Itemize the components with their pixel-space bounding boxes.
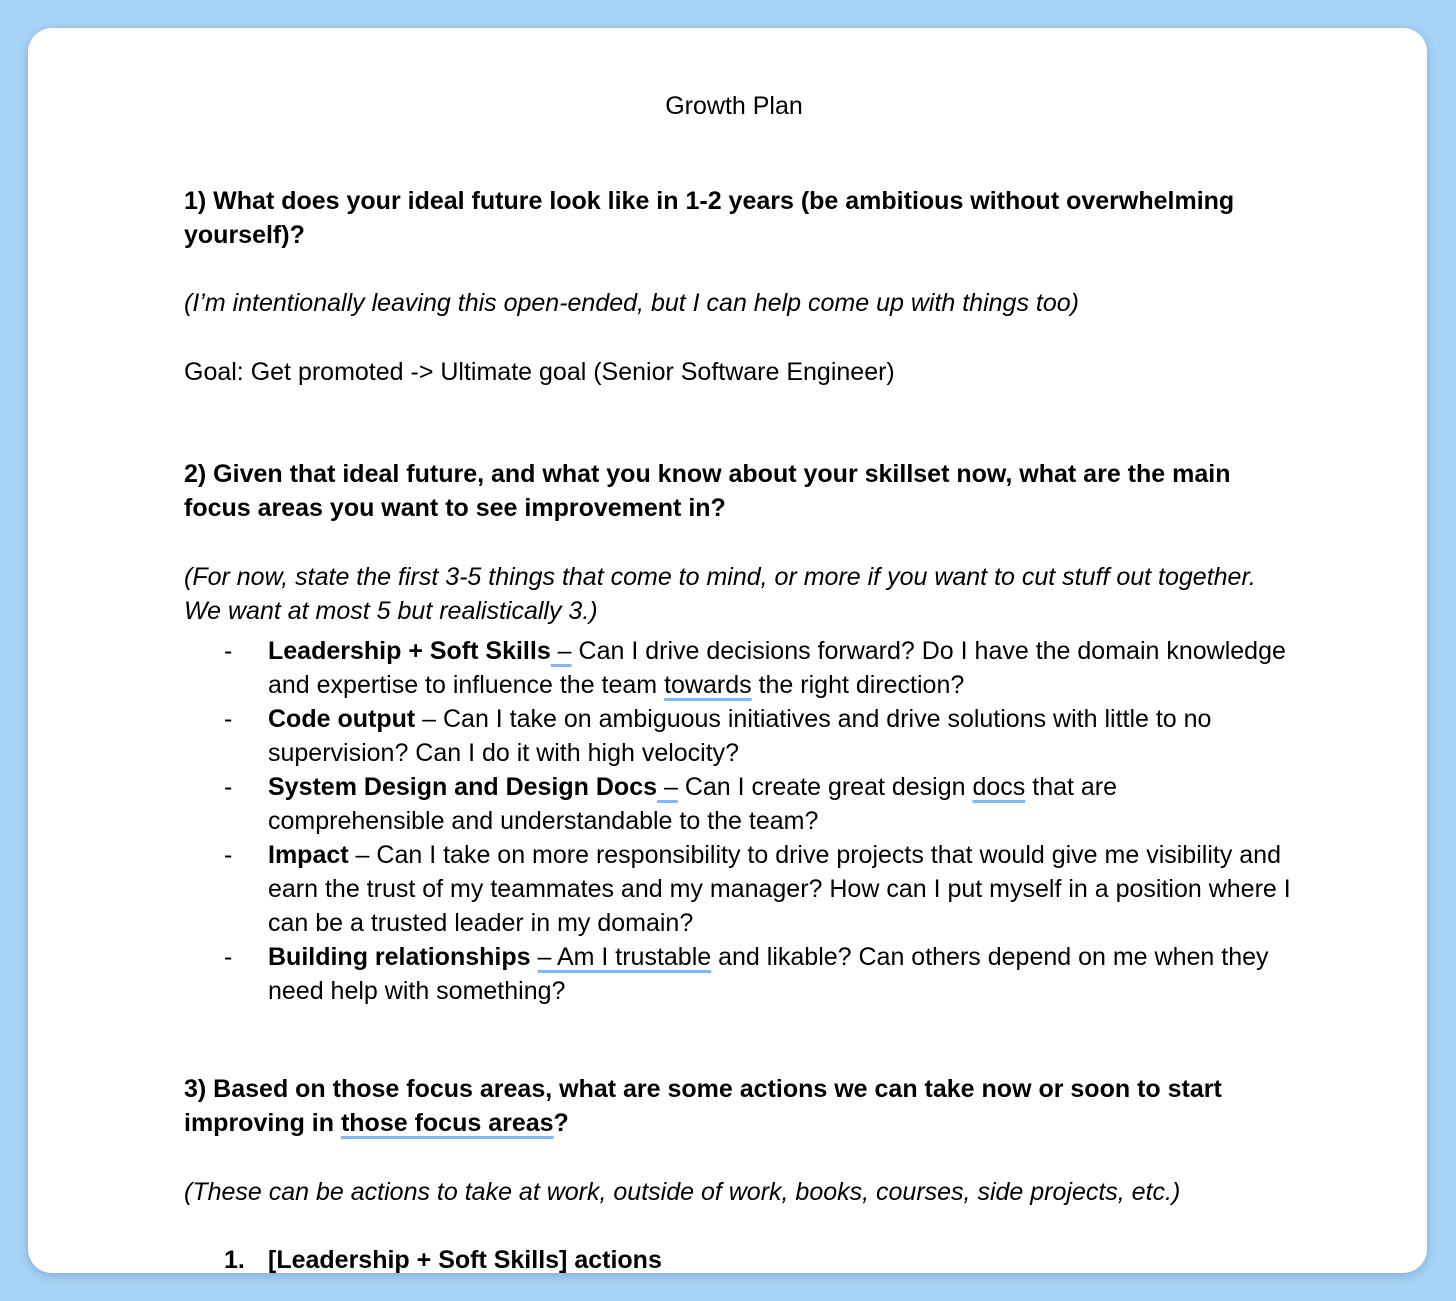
spelling-flag: towards: [664, 671, 752, 699]
action-label: [Leadership + Soft Skills] actions: [268, 1246, 662, 1273]
bullet-dash: -: [224, 841, 233, 869]
action-item: [184, 1243, 1294, 1273]
focus-area-title: Leadership + Soft Skills: [268, 637, 551, 665]
spelling-flag: – Am I trustable: [537, 943, 712, 971]
question-1-hint: (I’m intentionally leaving this open-ended, but I can help come up with things too): [184, 289, 1079, 317]
focus-area-title: System Design and Design Docs: [268, 773, 658, 801]
question-1-heading: 1) What does your ideal future look like in 1-2 years (be ambitious without overwhelming yourself)?: [184, 187, 1235, 249]
focus-area-text: – Can I take on more responsibility to drive projects that would give me visibility and earn the trust of my teammates and my manager? How can I put myself in a position where I can be a trusted leader in my domain?: [268, 841, 1291, 937]
focus-area-text: Can I drive decisions forward? Do I have the domain knowledge and expertise to influence the team: [268, 637, 1286, 699]
spelling-flag: docs: [972, 773, 1026, 801]
question-2-heading: 2) Given that ideal future, and what you know about your skillset now, what are the main focus areas you want to see improvement in?: [184, 460, 1231, 522]
focus-area-text: and likable? Can others depend on me when they need help with something?: [268, 943, 1269, 1005]
spelling-flag: –: [657, 773, 678, 801]
spelling-flag: those focus areas: [340, 1109, 554, 1137]
spelling-flag: –: [550, 637, 572, 665]
bullet-dash: -: [224, 705, 233, 733]
focus-area-text: the right direction?: [751, 671, 965, 699]
focus-area-title: Impact: [268, 841, 349, 869]
question-3-heading-text: 3) Based on those focus areas, what are some actions we can take now or soon to start improving in: [184, 1075, 1222, 1137]
action-number: 1.: [224, 1246, 245, 1273]
bullet-dash: -: [224, 943, 233, 971]
focus-area-title: Code output: [268, 705, 416, 733]
focus-area-item: [184, 634, 1294, 702]
actions-list: [184, 1243, 1294, 1273]
focus-area-item: [184, 770, 1294, 838]
question-3-heading-end: ?: [553, 1109, 569, 1137]
bullet-dash: -: [224, 773, 233, 801]
question-2-hint: (For now, state the first 3-5 things that come to mind, or more if you want to cut stuff out together. We want at most 5 but realistically 3.): [184, 563, 1256, 625]
focus-area-text: that are comprehensible and understandable to the team?: [268, 773, 1118, 835]
focus-areas-list: [184, 634, 1294, 1008]
focus-area-text: Can I create great design: [677, 773, 973, 801]
document-title: Growth Plan: [665, 92, 803, 120]
focus-area-item: [184, 838, 1294, 940]
question-3-heading: [184, 1072, 1284, 1140]
focus-area-item: [184, 702, 1294, 770]
question-3-hint: (These can be actions to take at work, outside of work, books, courses, side projects, etc.): [184, 1178, 1181, 1206]
question-1-answer: Goal: Get promoted -> Ultimate goal (Senior Software Engineer): [184, 358, 895, 386]
bullet-dash: -: [224, 637, 233, 665]
focus-area-text: – Can I take on ambiguous initiatives and drive solutions with little to no supervision? Can I do it with high velocity?: [268, 705, 1212, 767]
focus-area-title: Building relationships: [268, 943, 531, 971]
document-page: [28, 28, 1427, 1273]
focus-area-item: [184, 940, 1294, 1008]
